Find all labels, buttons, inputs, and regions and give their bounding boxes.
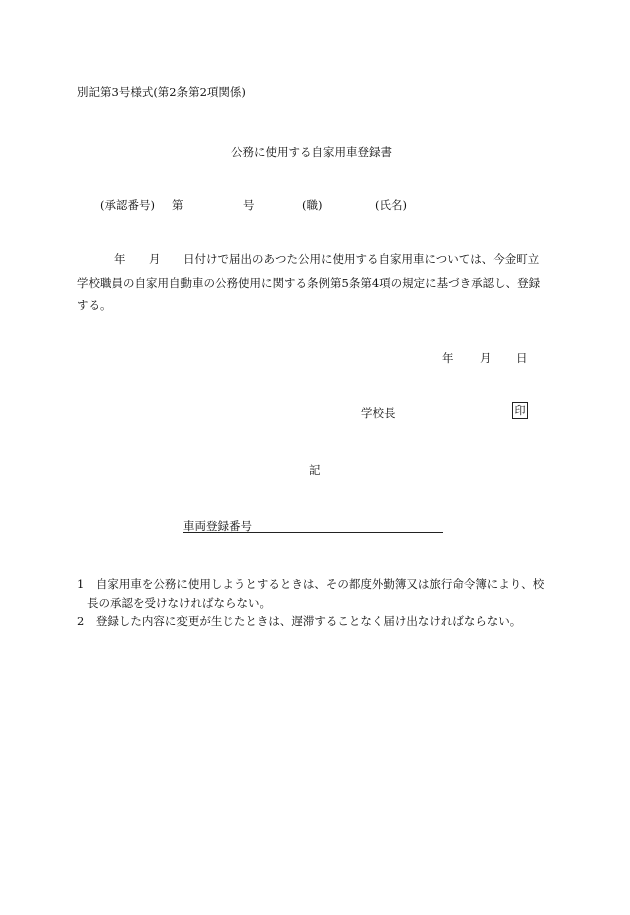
body-line-2: 学校職員の自家用自動車の公務使用に関する条例第5条第4項の規定に基づき承認し、登録 — [77, 276, 541, 290]
document-title: 公務に使用する自家用車登録書 — [231, 145, 392, 159]
registration-number-line — [183, 532, 443, 533]
date-day-label: 日 — [516, 351, 528, 365]
ki-heading: 記 — [309, 463, 321, 477]
principal-label: 学校長 — [361, 406, 396, 420]
body-year-label: 年 — [114, 252, 126, 266]
body-month-label: 月 — [149, 252, 161, 266]
note-2: 2 登録した内容に変更が生じたときは、遅滞することなく届け出なければならない。 — [77, 614, 522, 628]
date-year-label: 年 — [442, 351, 454, 365]
seal-box: 印 — [512, 402, 528, 419]
note-1-line-2: 長の承認を受けなければならない。 — [87, 596, 271, 610]
body-line-3: する。 — [77, 298, 112, 312]
name-label: (氏名) — [375, 198, 407, 212]
approval-number-dai: 第 — [172, 198, 184, 212]
body-line-1-text: 日付けで届出のあつた公用に使用する自家用車については、今金町立 — [183, 252, 540, 266]
form-header: 別記第3号様式(第2条第2項関係) — [77, 85, 246, 99]
approval-number-label: (承認番号) — [100, 198, 155, 212]
approval-number-go: 号 — [243, 198, 255, 212]
registration-number-label: 車両登録番号 — [183, 519, 252, 533]
note-1-line-1: 1 自家用車を公務に使用しようとするときは、その都度外勤簿又は旅行命令簿により、校 — [77, 577, 545, 591]
date-month-label: 月 — [480, 351, 492, 365]
job-title-label: (職) — [302, 198, 323, 212]
